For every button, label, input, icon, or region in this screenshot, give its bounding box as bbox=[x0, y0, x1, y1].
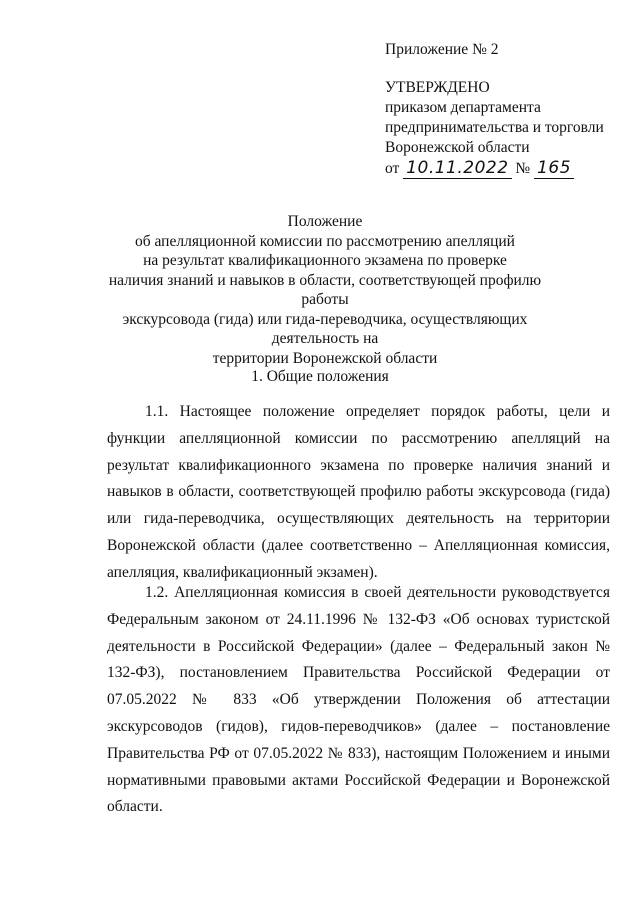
number-prefix: № bbox=[515, 160, 531, 177]
title-line-1: Положение bbox=[287, 213, 363, 230]
title-line-2: об апелляционной комиссии по рассмотрению апелляций bbox=[135, 232, 515, 250]
order-date-line bbox=[385, 158, 604, 179]
order-line-2: предпринимательства и торговли bbox=[385, 119, 604, 136]
order-line-3: Воронежской области bbox=[385, 139, 530, 156]
document-title bbox=[90, 212, 560, 368]
section-heading: 1. Общие положения bbox=[251, 368, 389, 385]
appendix-label: Приложение № 2 bbox=[385, 41, 499, 58]
title-line-5: экскурсовода (гида) или гида-переводчика, осуществляющих деятельность на bbox=[122, 310, 528, 347]
paragraph-1-2: 1.2. Апелляционная комиссия в своей деятельности руководствуется Федеральным законом от 24.11.1996 № 132-ФЗ «Об основах туристской деятельности в Российской Федерации» (далее – Федеральный закон № 132-ФЗ), постановлением Правительства Российской Федерации от 07.05.2022 № 833 «Об утверждении Положения об аттестации экскурсоводов (гидов), гидов-переводчиков» (далее – постановление Правительства РФ от 07.05.2022 № 833), настоящим Положением и иными нормативными правовыми актами Российской Федерации и Воронежской области. bbox=[107, 584, 610, 816]
title-line-3: на результат квалификационного экзамена по проверке bbox=[143, 252, 507, 269]
handwritten-date: 10.11.2022 bbox=[403, 158, 511, 179]
approval-block bbox=[385, 40, 604, 179]
order-line-1: приказом департамента bbox=[385, 99, 541, 116]
title-line-6: территории Воронежской области bbox=[212, 349, 438, 367]
paragraph-1-1: 1.1. Настоящее положение определяет порядок работы, цели и функции апелляционной комиссии по рассмотрению апелляций на результат квалификационного экзамена по проверке наличия знаний и навыков в области, соответствующей профилю работы экскурсовода (гида) или гида-переводчика, осуществляющих деятельность на территории Воронежской области (далее соответственно – Апелляционная комиссия, апелляция, квалификационный экзамен). bbox=[107, 403, 610, 581]
approved-stamp-text: УТВЕРЖДЕНО bbox=[385, 79, 490, 96]
handwritten-number: 165 bbox=[534, 158, 574, 179]
date-prefix: от bbox=[385, 160, 400, 177]
title-line-4: наличия знаний и навыков в области, соответствующей профилю работы bbox=[108, 271, 542, 308]
